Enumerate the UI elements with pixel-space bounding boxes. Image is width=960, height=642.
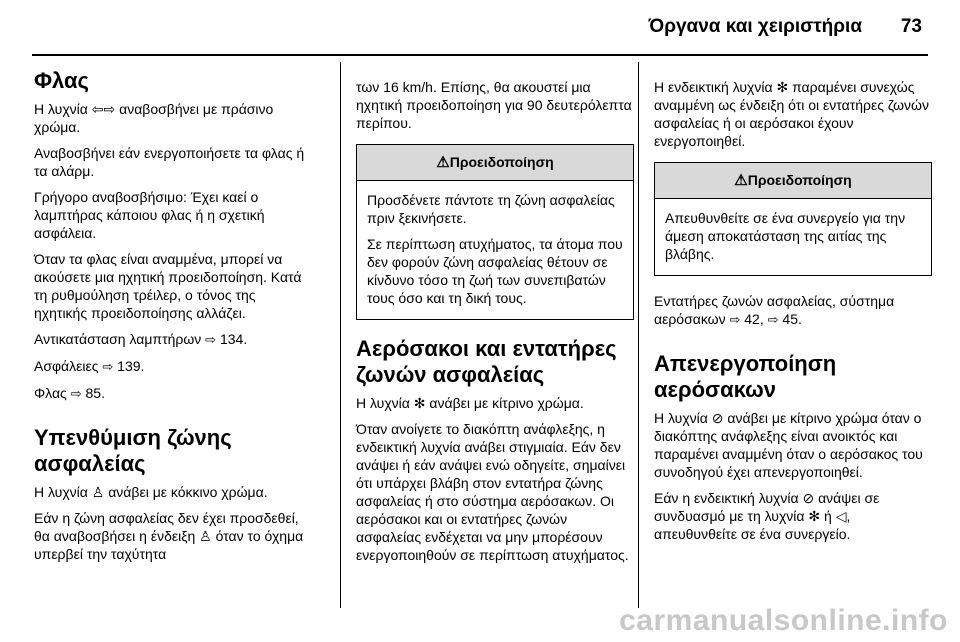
paragraph: Η λυχνία ♙ ανάβει με κόκκινο χρώμα.	[34, 484, 268, 500]
warning-triangle-icon: ⚠	[734, 172, 748, 189]
cross-reference[interactable]: Εντατήρες ζωνών ασφαλείας, σύστημα αερόσακων ⇨ 42, ⇨ 45.	[654, 293, 895, 327]
page-header-title: Όργανα και χειριστήρια	[648, 16, 862, 37]
paragraph: Όταν ανοίγετε το διακόπτη ανάφλεξης, η ενδεικτική λυχνία ανάβει στιγμιαία. Εάν δεν ανάψει ή εάν ανάψει ενώ οδηγείτε, σημαίνει ότι υπάρχει βλάβη στον εντατήρα ζώνης ασφαλείας ή στο σύστημα αερόσακων. Οι αερόσακοι και οι εντατήρες ζωνών ασφαλείας ενδέχεται να μην μπορέσουν ενεργοποιηθούν σε περίπτωση ατυχήματος.	[356, 421, 629, 563]
warning-body	[357, 181, 633, 319]
paragraph: Εάν η ενδεικτική λυχνία ⊘ ανάψει σε συνδυασμό με τη λυχνία ✻ ή ◁, απευθυνθείτε σε ένα συνεργείο.	[654, 490, 880, 542]
column-divider-1	[340, 62, 341, 608]
paragraph: Η ενδεικτική λυχνία ✻ παραμένει συνεχώς αναμμένη ως ένδειξη ότι οι εντατήρες ζωνών ασφαλείας ή οι αερόσακοι έχουν ενεργοποιηθεί.	[654, 79, 929, 149]
airbag-icon: ✻	[776, 79, 789, 95]
seatbelt-icon: ♙	[91, 484, 105, 500]
paragraph: Η λυχνία ⇦⇨ αναβοσβήνει με πράσινο χρώμα.	[34, 101, 274, 135]
section-title-seatbelt-reminder: Υπενθύμιση ζώνης ασφαλείας	[34, 425, 232, 476]
column-2	[356, 78, 634, 572]
warning-box	[654, 162, 932, 276]
section-title-airbags: Αερόσακοι και εντατήρες ζωνών ασφαλείας	[356, 336, 617, 387]
section-title-turn-signals: Φλας	[34, 68, 89, 93]
paragraph: Εάν η ζώνη ασφαλείας δεν έχει προσδεθεί, θα αναβοσβήσει η ένδειξη ♙ όταν το όχημα υπερβεί την ταχύτητα	[34, 510, 304, 562]
cross-reference[interactable]: Αντικατάσταση λαμπτήρων ⇨ 134.	[34, 331, 248, 347]
paragraph: Αναβοσβήνει εάν ενεργοποιήσετε τα φλας ή τα αλάρμ.	[34, 145, 305, 179]
paragraph: Όταν τα φλας είναι αναμμένα, μπορεί να ακούσετε μια ηχητική προειδοποίηση. Κατά τη ρυθμούληση τρέιλερ, ο τόνος της ηχητικής προειδοποίησης αλλάζει.	[34, 251, 302, 321]
paragraph: Γρήγορο αναβοσβήσιμο: Έχει καεί ο λαμπτήρας κάποιου φλας ή η σχετική ασφάλεια.	[34, 189, 265, 241]
paragraph: Η λυχνία ✻ ανάβει με κίτρινο χρώμα.	[356, 395, 584, 411]
warning-header: ⚠Προειδοποίηση	[655, 163, 931, 199]
paragraph: Σε περίπτωση ατυχήματος, τα άτομα που δεν φορούν ζώνη ασφαλείας θέτουν σε κίνδυνο τόσο τη ζωή των συνεπιβατών τους όσο και τη δική τους.	[367, 236, 623, 306]
warning-header: ⚠Προειδοποίηση	[357, 145, 633, 181]
watermark: carmanualsonline.info	[619, 604, 948, 637]
belt-pretensioner-icon: ◁	[835, 508, 847, 524]
warning-box	[356, 144, 634, 320]
page-reference-icon: ⇨	[767, 312, 779, 327]
cross-reference[interactable]: Ασφάλειες ⇨ 139.	[34, 358, 145, 374]
warning-body	[655, 199, 931, 275]
page-reference-icon: ⇨	[70, 386, 82, 401]
page-reference-icon: ⇨	[729, 312, 741, 327]
column-1	[34, 68, 312, 571]
airbag-icon: ✻	[808, 508, 821, 524]
warning-triangle-icon: ⚠	[436, 154, 450, 171]
airbag-off-icon: ⊘	[802, 490, 815, 506]
turn-signal-icon: ⇦⇨	[91, 101, 116, 117]
page-reference-icon: ⇨	[205, 332, 217, 347]
page-number: 73	[900, 16, 922, 37]
paragraph: Η λυχνία ⊘ ανάβει με κίτρινο χρώμα όταν ο διακόπτης ανάφλεξης είναι ανοικτός και παραμένει αναμμένη όταν ο αερόσακος του συνοδηγού έχει απενεργοποιηθεί.	[654, 410, 923, 480]
paragraph: των 16 km/h. Επίσης, θα ακουστεί μια ηχητική προειδοποίηση για 90 δευτερόλεπτα περίπου.	[356, 79, 632, 131]
header-rule	[32, 54, 928, 56]
paragraph: Απευθυνθείτε σε ένα συνεργείο για την άμεση αποκατάσταση της αιτίας της βλάβης.	[665, 210, 906, 262]
airbag-off-icon: ⊘	[711, 410, 724, 426]
section-title-airbag-deactivation: Απενεργοποίηση αερόσακων	[654, 351, 837, 402]
column-divider-2	[638, 62, 639, 608]
cross-reference[interactable]: Φλας ⇨ 85.	[34, 385, 105, 401]
airbag-icon: ✻	[413, 395, 426, 411]
seatbelt-icon: ♙	[199, 528, 212, 544]
page-reference-icon: ⇨	[102, 359, 114, 374]
paragraph: Προσδένετε πάντοτε τη ζώνη ασφαλείας πριν ξεκινήσετε.	[367, 192, 615, 226]
column-3	[654, 78, 932, 551]
